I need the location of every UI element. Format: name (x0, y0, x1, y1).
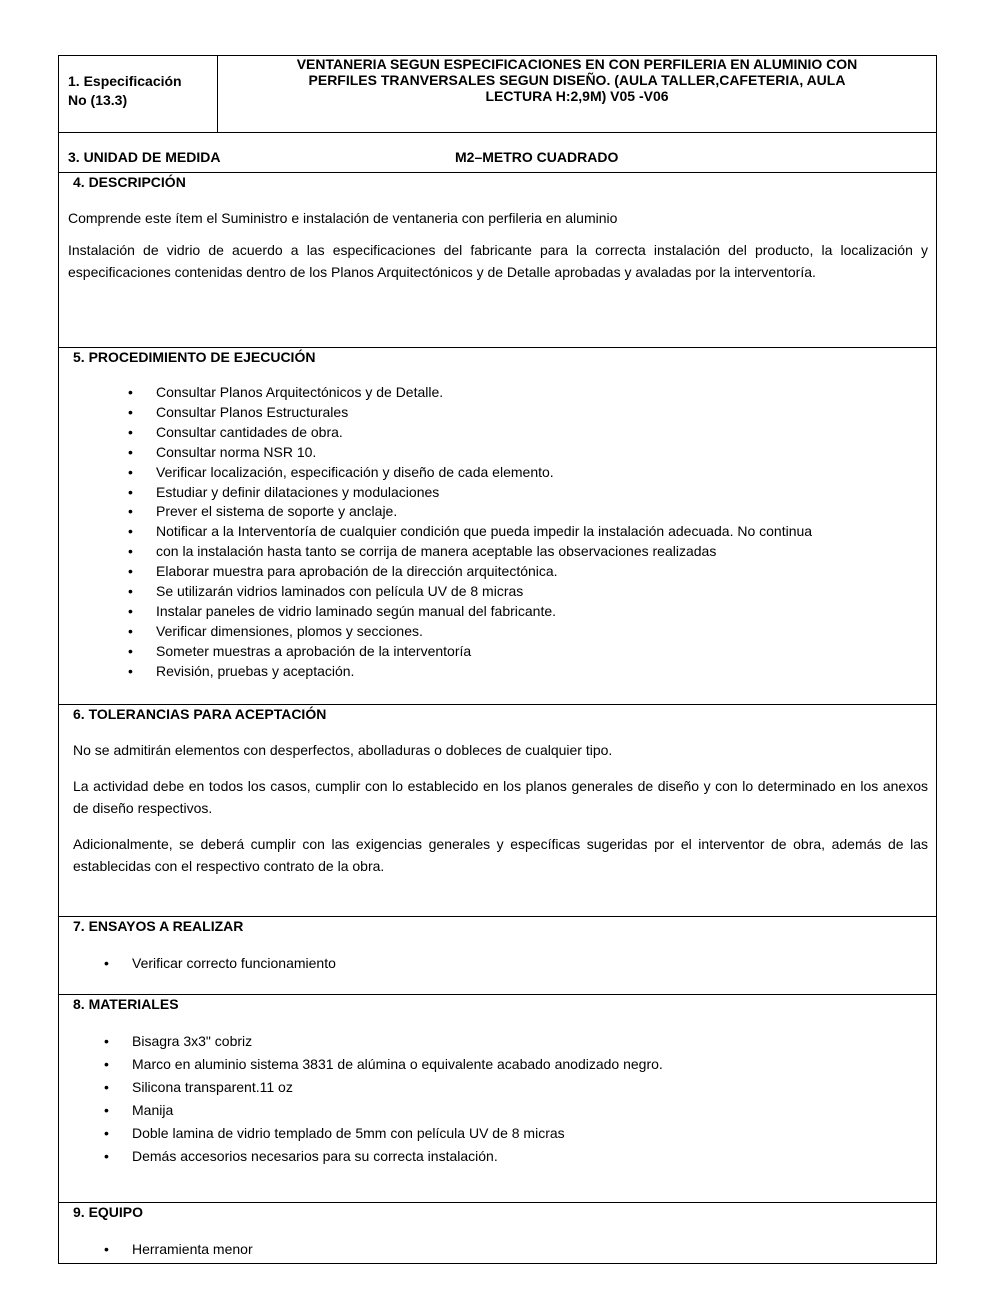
list-item: • Prever el sistema de soporte y anclaje. (156, 502, 936, 522)
list-item: • Elaborar muestra para aprobación de la dirección arquitectónica. (156, 562, 936, 582)
list-item: • Consultar cantidades de obra. (156, 423, 936, 443)
list-item: • Herramienta menor (132, 1239, 936, 1259)
tolerance-paragraph: No se admitirán elementos con desperfectos, abolladuras o dobleces de cualquier tipo. (73, 742, 613, 758)
list-item: • Someter muestras a aprobación de la interventoría (156, 642, 936, 662)
list-item: • Verificar dimensiones, plomos y secciones. (156, 622, 936, 642)
tolerance-paragraph: Adicionalmente, se deberá cumplir con las exigencias generales y específicas sugeridas por el interventor de obra, además de las establecidas con el respectivo contrato de la obra. (73, 836, 928, 874)
list-item: • Bisagra 3x3" cobriz (132, 1030, 936, 1053)
list-item: • Consultar Planos Estructurales (156, 403, 936, 423)
equipment-list (132, 1239, 936, 1259)
section-title: 5. PROCEDIMIENTO DE EJECUCIÓN (73, 349, 316, 365)
section-title: 4. DESCRIPCIÓN (73, 174, 186, 190)
list-item: • Estudiar y definir dilataciones y modulaciones (156, 483, 936, 503)
spec-header-row (58, 55, 937, 133)
section-title: 7. ENSAYOS A REALIZAR (73, 918, 244, 934)
tests-list (132, 953, 936, 973)
procedure-section (58, 348, 937, 705)
tolerances-section (58, 705, 937, 917)
specification-sheet (58, 55, 937, 1264)
list-item: • Marco en aluminio sistema 3831 de alúmina o equivalente acabado anodizado negro. (132, 1053, 936, 1076)
section-title: 8. MATERIALES (73, 996, 179, 1012)
unit-label: 3. UNIDAD DE MEDIDA (68, 149, 221, 165)
tolerance-paragraph: La actividad debe en todos los casos, cumplir con lo establecido en los planos generales de diseño y con lo determinado en los anexos de diseño respectivos. (73, 778, 928, 816)
list-item: • Consultar norma NSR 10. (156, 443, 936, 463)
list-item: • Consultar Planos Arquitectónicos y de Detalle. (156, 383, 936, 403)
description-paragraph: Comprende este ítem el Suministro e instalación de ventaneria con perfileria en aluminio (68, 210, 618, 226)
spec-title-cell (218, 56, 936, 132)
section-title: 9. EQUIPO (73, 1204, 144, 1220)
spec-title-line: LECTURA H:2,9M) V05 -V06 (485, 88, 669, 104)
list-item: • Verificar correcto funcionamiento (132, 953, 936, 973)
spec-label: 1. Especificación (68, 73, 182, 89)
unit-value: M2–METRO CUADRADO (455, 149, 619, 165)
list-item: • Instalar paneles de vidrio laminado según manual del fabricante. (156, 602, 936, 622)
section-title: 6. TOLERANCIAS PARA ACEPTACIÓN (73, 706, 327, 722)
spec-title-line: PERFILES TRANVERSALES SEGUN DISEÑO. (AULA TALLER,CAFETERIA, AULA (308, 72, 846, 88)
list-item: • Manija (132, 1099, 936, 1122)
tests-section (58, 917, 937, 995)
list-item: • Notificar a la Interventoría de cualquier condición que pueda impedir la instalación adecuada. No continua (156, 522, 936, 542)
description-section (58, 173, 937, 348)
list-item: • Se utilizarán vidrios laminados con película UV de 8 micras (156, 582, 936, 602)
list-item: • Verificar localización, especificación y diseño de cada elemento. (156, 463, 936, 483)
list-item: • Silicona transparent.11 oz (132, 1076, 936, 1099)
description-paragraph: Instalación de vidrio de acuerdo a las especificaciones del fabricante para la correcta instalación del producto, la localización y especificaciones contenidas dentro de los Planos Arquitectónicos y de Detalle aprobadas y avaladas por la interventoría. (68, 242, 928, 280)
list-item: • Demás accesorios necesarios para su correcta instalación. (132, 1145, 936, 1168)
unit-row (58, 133, 937, 173)
materials-list (132, 1030, 936, 1168)
list-item: • Revisión, pruebas y aceptación. (156, 662, 936, 682)
list-item: • con la instalación hasta tanto se corrija de manera aceptable las observaciones realizadas (156, 542, 936, 562)
materials-section (58, 995, 937, 1203)
spec-title-line: VENTANERIA SEGUN ESPECIFICACIONES EN CON PERFILERIA EN ALUMINIO CON (296, 56, 858, 72)
equipment-section (58, 1203, 937, 1264)
spec-number-cell (59, 56, 218, 132)
spec-number: No (13.3) (68, 92, 128, 108)
list-item: • Doble lamina de vidrio templado de 5mm con película UV de 8 micras (132, 1122, 936, 1145)
procedure-list (156, 383, 936, 682)
